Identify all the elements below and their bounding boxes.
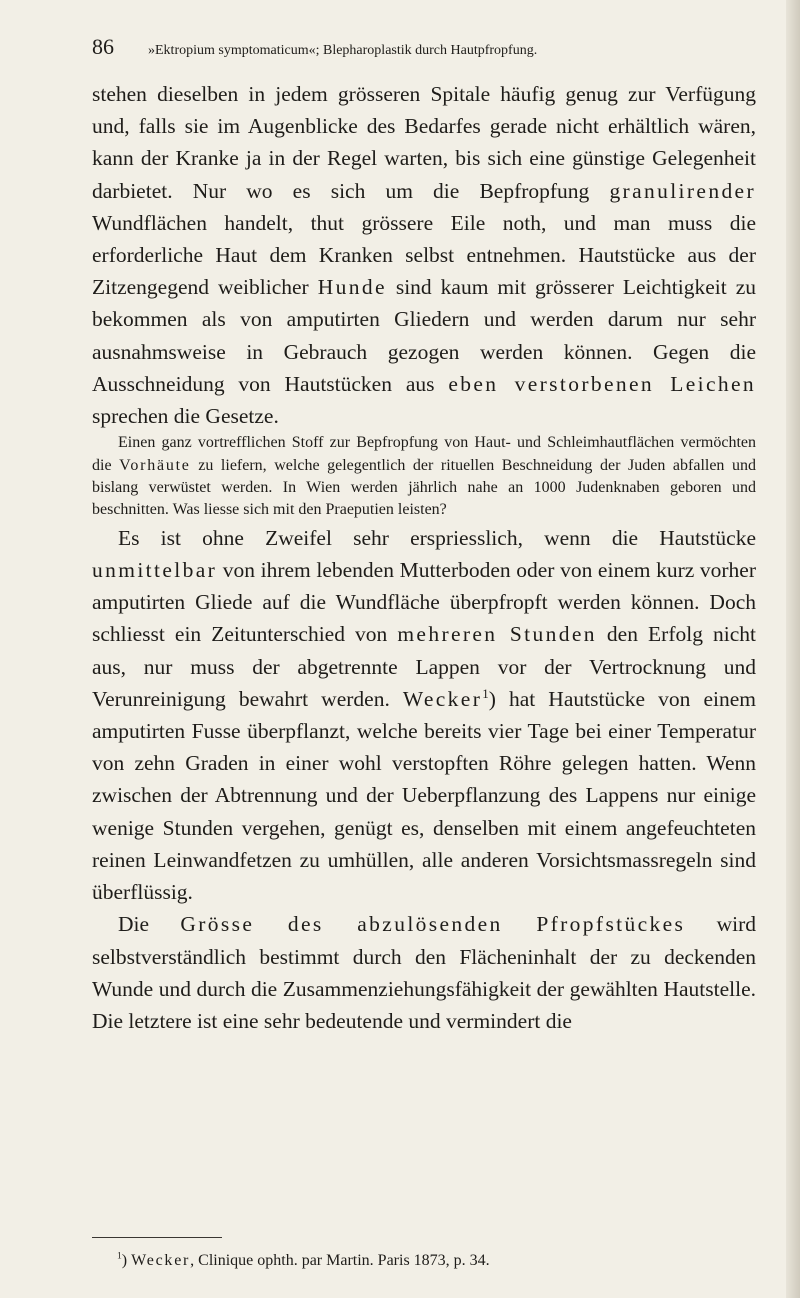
emphasis-vorhaeute: Vorhäute bbox=[119, 456, 191, 474]
paragraph-3 bbox=[92, 522, 756, 908]
paragraph-3-text-a: Es ist ohne Zweifel sehr erspriesslich, wenn die Hautstücke bbox=[118, 525, 756, 550]
paragraph-2-text-a: Einen ganz vortrefflichen Stoff zur Bepfropfung von Haut- und Schleimhautflächen vermöchten die bbox=[92, 434, 756, 474]
emphasis-mehreren-stunden: mehreren Stunden bbox=[397, 622, 597, 647]
paragraph-3-text-c: von ihrem lebenden Mutterboden oder von einem kurz vorher amputirten Gliede auf die Wundfläche überpfropft werden können. Doch schliesst ein Zeitunterschied von bbox=[92, 558, 756, 647]
footnote-marker: 1 bbox=[117, 1250, 122, 1262]
page-edge bbox=[786, 0, 800, 1298]
footnote-rule bbox=[92, 1237, 222, 1238]
emphasis-leichen: eben verstorbenen Leichen bbox=[448, 371, 756, 396]
paragraph-3-text-h: ) hat Hautstücke von einem amputirten Fusse überpflanzt, welche bereits vier Tage bei einer Temperatur von zehn Graden in einer wohl verstopften Röhre gelegen hatten. Wenn zwischen der Abtrennung und der Ueberpflanzung des Lappens nur einige wenige Stunden vergehen, genügt es, denselben mit einem angefeuchteten reinen Leinwandfetzen zu umhüllen, alle anderen Vorsichtsmassregeln sind überflüssig. bbox=[92, 686, 756, 905]
paragraph-4-text-c: wird selbstverständlich bestimmt durch den Flächeninhalt der zu deckenden Wunde und durch die Zusammenziehungsfähigkeit der gewählten Hautstelle. Die letztere ist eine sehr bedeutende und vermindert die bbox=[92, 912, 756, 1033]
paragraph-4 bbox=[92, 908, 756, 1037]
paragraph-3-text-e: den Erfolg nicht aus, nur muss der abgetrennte Lappen vor der Vertrocknung und Verunreinigung bewahrt werden. bbox=[92, 622, 756, 711]
paragraph-1-text-e: sind kaum mit grösserer Leichtigkeit zu bekommen als von amputirten Gliedern und werden darum nur sehr ausnahmsweise in Gebrauch gezogen werden können. Gegen die Ausschneidung von Hautstücken aus bbox=[92, 275, 756, 396]
paragraph-1 bbox=[92, 78, 756, 432]
paragraph-4-text-a: Die bbox=[118, 912, 181, 937]
emphasis-hunde: Hunde bbox=[317, 275, 387, 300]
emphasis-groesse: Grösse des abzulösenden Pfropfstückes bbox=[180, 912, 686, 937]
page-number: 86 bbox=[92, 34, 114, 59]
emphasis-unmittelbar: unmittelbar bbox=[92, 558, 218, 583]
emphasis-granulirender: granulirender bbox=[609, 178, 756, 203]
paragraph-1-text-a: stehen dieselben in jedem grösseren Spitale häufig genug zur Verfügung und, falls sie im Augenblicke des Bedarfes gerade nicht erhältlich wären, kann der Kranke ja in der Regel warten, bis sich eine günstige Gelegenheit darbietet. Nur wo es sich um die Bepfropfung bbox=[92, 82, 756, 203]
paragraph-2-text-c: zu liefern, welche gelegentlich der rituellen Beschneidung der Juden abfallen und bislang verwüstet werden. In Wien werden jährlich nahe an 1000 Judenknaben geboren und beschnitten. Was liesse sich mit den Praeputien leisten? bbox=[92, 456, 757, 519]
footnote-author: Wecker bbox=[131, 1252, 191, 1269]
paragraph-1-text-g: sprechen die Gesetze. bbox=[92, 404, 279, 429]
footnote: $^1$) Wecker, Clinique ophth. par Martin. Paris 1873, p. 34. bbox=[117, 1250, 490, 1269]
paragraph-1-text-c: Wundflächen handelt, thut grössere Eile noth, und man muss die erforderliche Haut dem Kranken selbst entnehmen. Hautstücke aus der Zitzengegend weiblicher bbox=[92, 210, 756, 300]
paragraph-2-small-print bbox=[92, 432, 756, 522]
running-head: »Ektropium symptomaticum«; Blepharoplastik durch Hautpfropfung. bbox=[148, 43, 538, 58]
body-text bbox=[92, 78, 756, 1037]
page-header bbox=[92, 34, 752, 60]
footnote-reference[interactable]: 1 bbox=[482, 686, 489, 701]
author-wecker: Wecker bbox=[402, 686, 483, 711]
footnote-text: , Clinique ophth. par Martin. Paris 1873, p. 34. bbox=[190, 1252, 490, 1269]
